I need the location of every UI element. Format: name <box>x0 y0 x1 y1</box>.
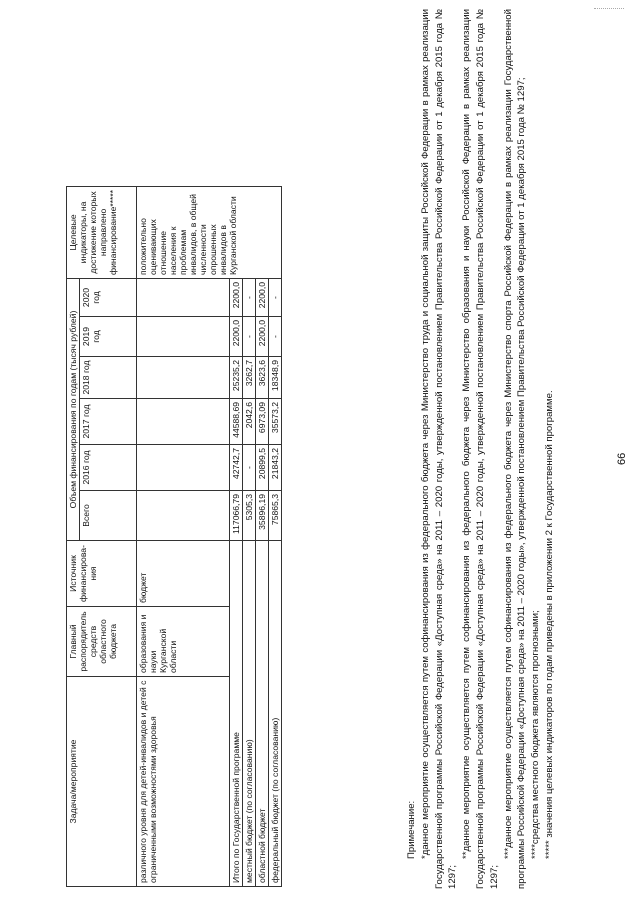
header-2020: 2020 год <box>80 279 137 317</box>
cell-2020: - <box>269 279 282 317</box>
header-2018: 2018 год <box>80 357 137 399</box>
cell-2018: 18348,9 <box>269 357 282 399</box>
cell-total: 35896,19 <box>256 491 269 541</box>
header-task: Задача/мероприятие <box>67 677 137 887</box>
cell-2016: 42742,7 <box>230 445 243 491</box>
cell-label: Итого по Государственной программе <box>230 541 243 887</box>
cell-total: 5305,3 <box>243 491 256 541</box>
cell-2018: 25235,2 <box>230 357 243 399</box>
cell-2016: 21843,2 <box>269 445 282 491</box>
cell-label: местный бюджет (по согласованию) <box>243 541 256 887</box>
page-number: 66 <box>616 452 628 465</box>
cell-task: различного уровня для детей-инвалидов и детей с ограниченными возможностями здоровья <box>137 677 230 887</box>
cell-label: областной бюджет <box>256 541 269 887</box>
cell-2019: 2200,0 <box>256 317 269 357</box>
financing-table <box>66 186 282 887</box>
header-source: Источник финансирова-ния <box>67 541 137 607</box>
table-row <box>230 186 243 886</box>
cell-total: 117066,79 <box>230 491 243 541</box>
note-5: ***** значения целевых индикаторов по годам приведены в приложении 2 к Государственной программе. <box>543 390 555 859</box>
header-2017: 2017 год <box>80 399 137 445</box>
cell-2017: 44588,69 <box>230 399 243 445</box>
cell-2017: 6973,09 <box>256 399 269 445</box>
cell-2020: 2200,0 <box>256 279 269 317</box>
note-1: *данное мероприятие осуществляется путем софинансирования из федерального бюджета через Министерство труда и социальной защиты Российской Федерации в рамках реализации Государственной программы Российской Федерации «Доступная среда» на 2011 – 2020 годы, утвержденной постановлением Правительства Российской Федерации от 1 декабря 2015 года № 1297; <box>419 9 459 889</box>
cell-2016: 20899,5 <box>256 445 269 491</box>
cell-2018: 3623,6 <box>256 357 269 399</box>
table-row <box>256 186 269 886</box>
table-row <box>269 186 282 886</box>
notes-title: Примечание: <box>406 800 417 859</box>
table-row <box>137 186 230 886</box>
cell-2019: 2200,0 <box>230 317 243 357</box>
cell-2017: 2042,6 <box>243 399 256 445</box>
cell-source: бюджет <box>137 541 230 607</box>
cell-manager: образования и науки Курганской области <box>137 607 230 677</box>
note-2: **данное мероприятие осуществляется путем софинансирования из федерального бюджета через Министерство образования и науки Российской Федерации в рамках реализации Государственной программы Российской Федерации «Доступная среда» на 2011 – 2020 годы, утвержденной постановлением Правительства Российской Федерации от 1 декабря 2015 года № 1297; <box>461 9 500 889</box>
header-2019: 2019 год <box>80 317 137 357</box>
note-3: ***данное мероприятие осуществляется путем софинансирования из федерального бюджета через Министерство спорта Российской Федерации в рамках реализации Государственной программы Российской Федерации «Доступная среда» на 2011 – 2020 годы», утвержденной постановлением Правительства Российской Федерации от 1 декабря 2015 года № 1297; <box>502 9 528 889</box>
cell-2019: - <box>269 317 282 357</box>
header-total: Всего <box>80 491 137 541</box>
header-targets: Целевые индикаторы, на достижение которых направлено финансирование***** <box>67 186 137 278</box>
note-4: ****средства местного бюджета являются прогнозными; <box>530 610 542 859</box>
cell-label: федеральный бюджет (по согласованию) <box>269 541 282 887</box>
header-manager: Главный распорядитель средств областного бюджета <box>67 607 137 677</box>
cell-2020: - <box>243 279 256 317</box>
cell-total: 75865,3 <box>269 491 282 541</box>
notes <box>405 9 557 889</box>
cell-2020: 2200,0 <box>230 279 243 317</box>
cell-2018: 3262,7 <box>243 357 256 399</box>
cell-2019: - <box>243 317 256 357</box>
cell-target: положительно оценивающих отношение населения к проблемам инвалидов, в общей численности опрошенных инвалидов в Курганской области <box>137 186 282 278</box>
header-2016: 2016 год <box>80 445 137 491</box>
table-row <box>243 186 256 886</box>
cell-2016: - <box>243 445 256 491</box>
cell-2017: 35573,2 <box>269 399 282 445</box>
table-header-row <box>67 186 80 886</box>
header-volume: Объем финансирования по годам (тысяч рублей) <box>67 279 80 541</box>
